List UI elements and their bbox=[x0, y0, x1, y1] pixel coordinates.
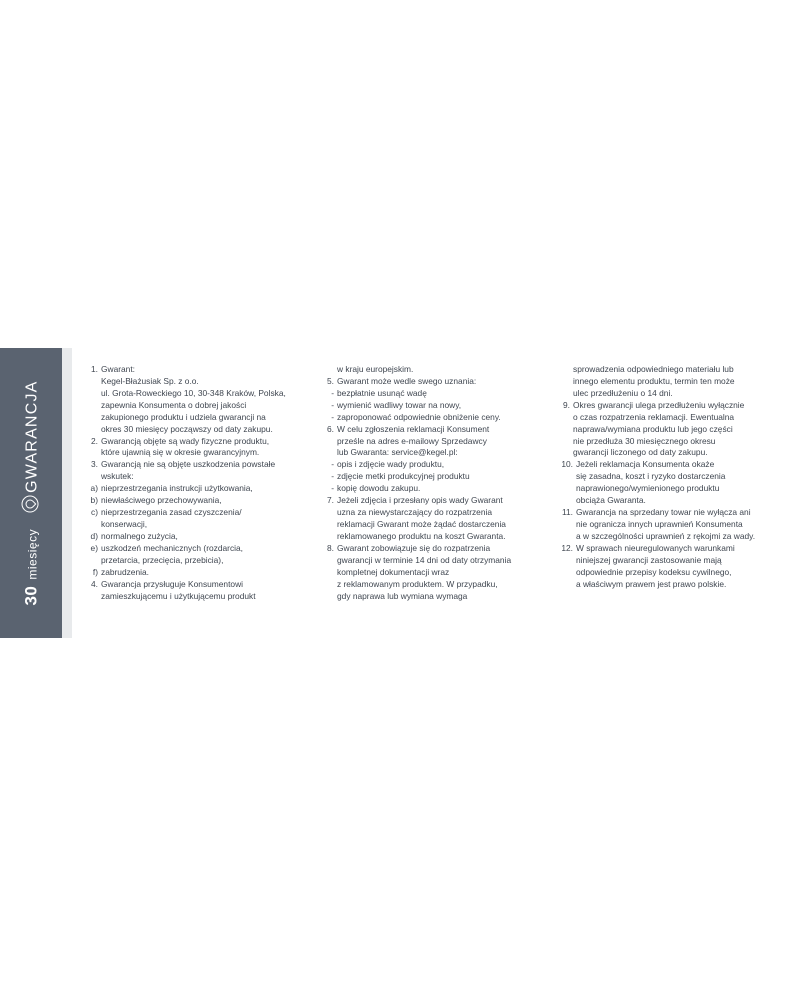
warranty-clause-text bbox=[101, 567, 304, 579]
warranty-clause-line: nie przedłuża 30 miesięcznego okresu bbox=[573, 435, 716, 446]
warranty-clause-number: 8. bbox=[327, 542, 334, 553]
warranty-clause bbox=[558, 507, 786, 543]
warranty-column-3 bbox=[558, 364, 786, 628]
warranty-clause-line: zakupionego produktu i udziela gwarancji na bbox=[101, 411, 266, 422]
warranty-clause-number bbox=[322, 364, 337, 376]
warranty-clause-line: bezpłatnie usunąć wadę bbox=[337, 387, 427, 398]
warranty-clause bbox=[86, 495, 304, 507]
warranty-clause-line: wymienić wadliwy towar na nowy, bbox=[337, 399, 462, 410]
warranty-clause-line: W sprawach nieuregulowanych warunkami bbox=[576, 542, 735, 553]
warranty-clause bbox=[322, 412, 540, 424]
warranty-clause-number: - bbox=[331, 471, 334, 482]
warranty-clause-line: się zasadna, koszt i ryzyko dostarczenia bbox=[576, 471, 726, 482]
warranty-clause-line: uszkodzeń mechanicznych (rozdarcia, bbox=[101, 542, 243, 553]
warranty-clause-number: - bbox=[331, 387, 334, 398]
warranty-clause-text bbox=[337, 388, 540, 400]
warranty-clause-text bbox=[573, 400, 786, 460]
warranty-months-number: 30 bbox=[22, 585, 42, 606]
warranty-clause-number: 6. bbox=[327, 423, 334, 434]
warranty-clause-text bbox=[101, 483, 304, 495]
warranty-clause bbox=[322, 495, 540, 543]
warranty-clause-line: zapewnia Konsumenta o dobrej jakości bbox=[101, 399, 247, 410]
warranty-text-columns bbox=[72, 348, 800, 638]
warranty-clause bbox=[86, 543, 304, 567]
warranty-clause bbox=[322, 471, 540, 483]
warranty-clause-number: - bbox=[331, 459, 334, 470]
warranty-clause-line: odpowiednie przepisy kodeksu cywilnego, bbox=[576, 566, 732, 577]
warranty-clause-text bbox=[576, 543, 786, 591]
warranty-clause-line: wskutek: bbox=[101, 471, 134, 482]
warranty-clause-number: 3. bbox=[91, 459, 98, 470]
warranty-clause-number: 9. bbox=[563, 399, 570, 410]
warranty-clause-text bbox=[576, 459, 786, 507]
warranty-clause-line: naprawa/wymiana produktu lub jego części bbox=[573, 423, 733, 434]
warranty-clause-number: a) bbox=[90, 483, 98, 494]
warranty-clause-text bbox=[337, 400, 540, 412]
warranty-band bbox=[0, 348, 800, 638]
warranty-clause-line: ulec przedłużeniu o 14 dni. bbox=[573, 387, 673, 398]
warranty-clause-text bbox=[101, 507, 304, 531]
warranty-clause-line: Gwarancją nie są objęte uszkodzenia powstałe bbox=[101, 459, 276, 470]
warranty-clause bbox=[322, 400, 540, 412]
warranty-clause-line: Gwarancja przysługuje Konsumentowi bbox=[101, 578, 243, 589]
warranty-clause-number: - bbox=[331, 399, 334, 410]
warranty-clause-text bbox=[101, 579, 304, 603]
warranty-clause-text bbox=[337, 412, 540, 424]
warranty-clause bbox=[86, 436, 304, 460]
warranty-clause bbox=[558, 400, 786, 460]
warranty-clause-line: zamieszkującemu i użytkującemu produkt bbox=[101, 590, 256, 601]
warranty-clause-text bbox=[101, 495, 304, 507]
warranty-months-word: miesięcy bbox=[26, 528, 41, 580]
warranty-clause-line: reklamacji Gwarant może żądać dostarczenia bbox=[337, 518, 506, 529]
warranty-clause-line: Gwarancją objęte są wady fizyczne produktu, bbox=[101, 435, 270, 446]
warranty-clause bbox=[86, 579, 304, 603]
warranty-clause-text bbox=[337, 376, 540, 388]
warranty-clause-text bbox=[337, 543, 540, 603]
warranty-clause bbox=[322, 483, 540, 495]
warranty-clause-line: normalnego zużycia, bbox=[101, 530, 178, 541]
warranty-clause-line: sprowadzenia odpowiedniego materiału lub bbox=[573, 364, 734, 374]
warranty-column-1 bbox=[86, 364, 304, 628]
warranty-clause bbox=[322, 424, 540, 460]
warranty-clause-number: - bbox=[331, 411, 334, 422]
warranty-clause-line: prześle na adres e-mailowy Sprzedawcy bbox=[337, 435, 487, 446]
warranty-clause-number: 1. bbox=[91, 364, 98, 374]
warranty-clause-line: nieprzestrzegania zasad czyszczenia/ bbox=[101, 507, 242, 518]
warranty-clause-line: kompletnej dokumentacji wraz bbox=[337, 566, 450, 577]
warranty-clause-number: d) bbox=[90, 530, 98, 541]
warranty-clause-line: Gwarant może wedle swego uznania: bbox=[337, 375, 477, 386]
warranty-clause bbox=[86, 531, 304, 543]
warranty-title-inner bbox=[0, 348, 62, 638]
warranty-clause-line: o czas rozpatrzenia reklamacji. Ewentualna bbox=[573, 411, 735, 422]
warranty-clause bbox=[86, 364, 304, 436]
warranty-clause bbox=[322, 543, 540, 603]
warranty-clause-line: kopię dowodu zakupu. bbox=[337, 483, 421, 494]
warranty-vertical-text bbox=[20, 380, 42, 605]
warranty-clause-line: nieprzestrzegania instrukcji użytkowania, bbox=[101, 483, 253, 494]
warranty-clause bbox=[558, 364, 786, 400]
warranty-clause-line: ul. Grota-Roweckiego 10, 30-348 Kraków, Polska, bbox=[101, 387, 286, 398]
warranty-title-label bbox=[20, 380, 42, 512]
shield-check-icon bbox=[22, 496, 39, 513]
warranty-clause bbox=[322, 376, 540, 388]
warranty-clause bbox=[86, 507, 304, 531]
warranty-clause-number: - bbox=[331, 483, 334, 494]
warranty-clause-line: reklamowanego produktu na koszt Gwaranta. bbox=[337, 530, 506, 541]
warranty-clause-line: które ujawnią się w okresie gwarancyjnym. bbox=[101, 447, 260, 458]
warranty-clause-line: opis i zdjęcie wady produktu, bbox=[337, 459, 445, 470]
warranty-clause-line: Jeżeli reklamacja Konsumenta okaże bbox=[576, 459, 715, 470]
warranty-clause-number: 5. bbox=[327, 375, 334, 386]
warranty-clause bbox=[86, 567, 304, 579]
warranty-clause-text bbox=[337, 364, 540, 376]
warranty-clause-number bbox=[558, 364, 573, 400]
warranty-clause-line: w kraju europejskim. bbox=[337, 364, 414, 374]
warranty-clause-line: lub Gwaranta: service@kegel.pl: bbox=[337, 447, 458, 458]
warranty-clause-text bbox=[101, 543, 304, 567]
warranty-clause-line: gwarancji liczonego od daty zakupu. bbox=[573, 447, 708, 458]
warranty-clause-line: Okres gwarancji ulega przedłużeniu wyłącznie bbox=[573, 399, 745, 410]
warranty-clause-line: przetarcia, przecięcia, przebicia), bbox=[101, 554, 224, 565]
warranty-column-2 bbox=[322, 364, 540, 628]
warranty-clause-text bbox=[101, 459, 304, 483]
warranty-clause-line: Gwarant: bbox=[101, 364, 135, 374]
warranty-clause-number: 11. bbox=[561, 507, 573, 518]
warranty-clause-text bbox=[337, 424, 540, 460]
warranty-clause-text bbox=[101, 364, 304, 436]
warranty-clause-text bbox=[101, 436, 304, 460]
warranty-clause bbox=[322, 364, 540, 376]
warranty-clause-line: Jeżeli zdjęcia i przesłany opis wady Gwarant bbox=[337, 495, 503, 506]
warranty-clause-line: uzna za niewystarczający do rozpatrzenia bbox=[337, 507, 493, 518]
warranty-clause-line: zaproponować odpowiednie obniżenie ceny. bbox=[337, 411, 501, 422]
warranty-clause-line: niniejszej gwarancji zastosowanie mają bbox=[576, 554, 722, 565]
warranty-clause-text bbox=[337, 471, 540, 483]
warranty-clause-line: niewłaściwego przechowywania, bbox=[101, 495, 222, 506]
warranty-title-bar bbox=[0, 348, 62, 638]
warranty-clause bbox=[322, 388, 540, 400]
warranty-clause-text bbox=[101, 531, 304, 543]
warranty-clause-text bbox=[573, 364, 786, 400]
warranty-title-text: GWARANCJA bbox=[24, 380, 42, 493]
warranty-clause-line: a właściwym prawem jest prawo polskie. bbox=[576, 578, 727, 589]
warranty-clause-number: e) bbox=[90, 542, 98, 553]
warranty-clause-line: W celu zgłoszenia reklamacji Konsument bbox=[337, 423, 490, 434]
warranty-clause-text bbox=[576, 507, 786, 543]
warranty-clause-line: gdy naprawa lub wymiana wymaga bbox=[337, 590, 468, 601]
warranty-clause-line: zabrudzenia. bbox=[101, 566, 149, 577]
warranty-clause-text bbox=[337, 495, 540, 543]
warranty-clause-line: konserwacji, bbox=[101, 518, 148, 529]
warranty-clause-number: c) bbox=[91, 507, 98, 518]
warranty-clause-number: 7. bbox=[327, 495, 334, 506]
warranty-clause-number: f) bbox=[92, 566, 98, 577]
warranty-clause bbox=[86, 459, 304, 483]
warranty-clause bbox=[86, 483, 304, 495]
warranty-clause-line: obciąża Gwaranta. bbox=[576, 495, 646, 506]
warranty-clause-number: 2. bbox=[91, 435, 98, 446]
band-separator bbox=[62, 348, 72, 638]
warranty-clause-line: naprawionego/wymienionego produktu bbox=[576, 483, 720, 494]
warranty-clause-text bbox=[337, 483, 540, 495]
warranty-clause-line: Gwarancja na sprzedany towar nie wyłącza ani bbox=[576, 507, 751, 518]
warranty-clause-line: gwarancji w terminie 14 dni od daty otrzymania bbox=[337, 554, 512, 565]
warranty-clause bbox=[558, 543, 786, 591]
warranty-clause-line: Kegel-Błażusiak Sp. z o.o. bbox=[101, 375, 199, 386]
warranty-clause-line: okres 30 miesięcy począwszy od daty zakupu. bbox=[101, 423, 273, 434]
warranty-clause-number: b) bbox=[90, 495, 98, 506]
warranty-clause-line: Gwarant zobowiązuje się do rozpatrzenia bbox=[337, 542, 491, 553]
warranty-clause bbox=[322, 459, 540, 471]
warranty-clause-line: zdjęcie metki produkcyjnej produktu bbox=[337, 471, 470, 482]
warranty-clause-line: nie ogranicza innych uprawnień Konsumenta bbox=[576, 518, 743, 529]
warranty-clause bbox=[558, 459, 786, 507]
warranty-clause-line: z reklamowanym produktem. W przypadku, bbox=[337, 578, 498, 589]
warranty-clause-number: 4. bbox=[91, 578, 98, 589]
warranty-clause-number: 12. bbox=[561, 542, 573, 553]
warranty-clause-number: 10. bbox=[561, 459, 573, 470]
warranty-clause-line: innego elementu produktu, termin ten może bbox=[573, 375, 735, 386]
warranty-clause-line: a w szczególności uprawnień z rękojmi za wady. bbox=[576, 530, 756, 541]
warranty-clause-text bbox=[337, 459, 540, 471]
